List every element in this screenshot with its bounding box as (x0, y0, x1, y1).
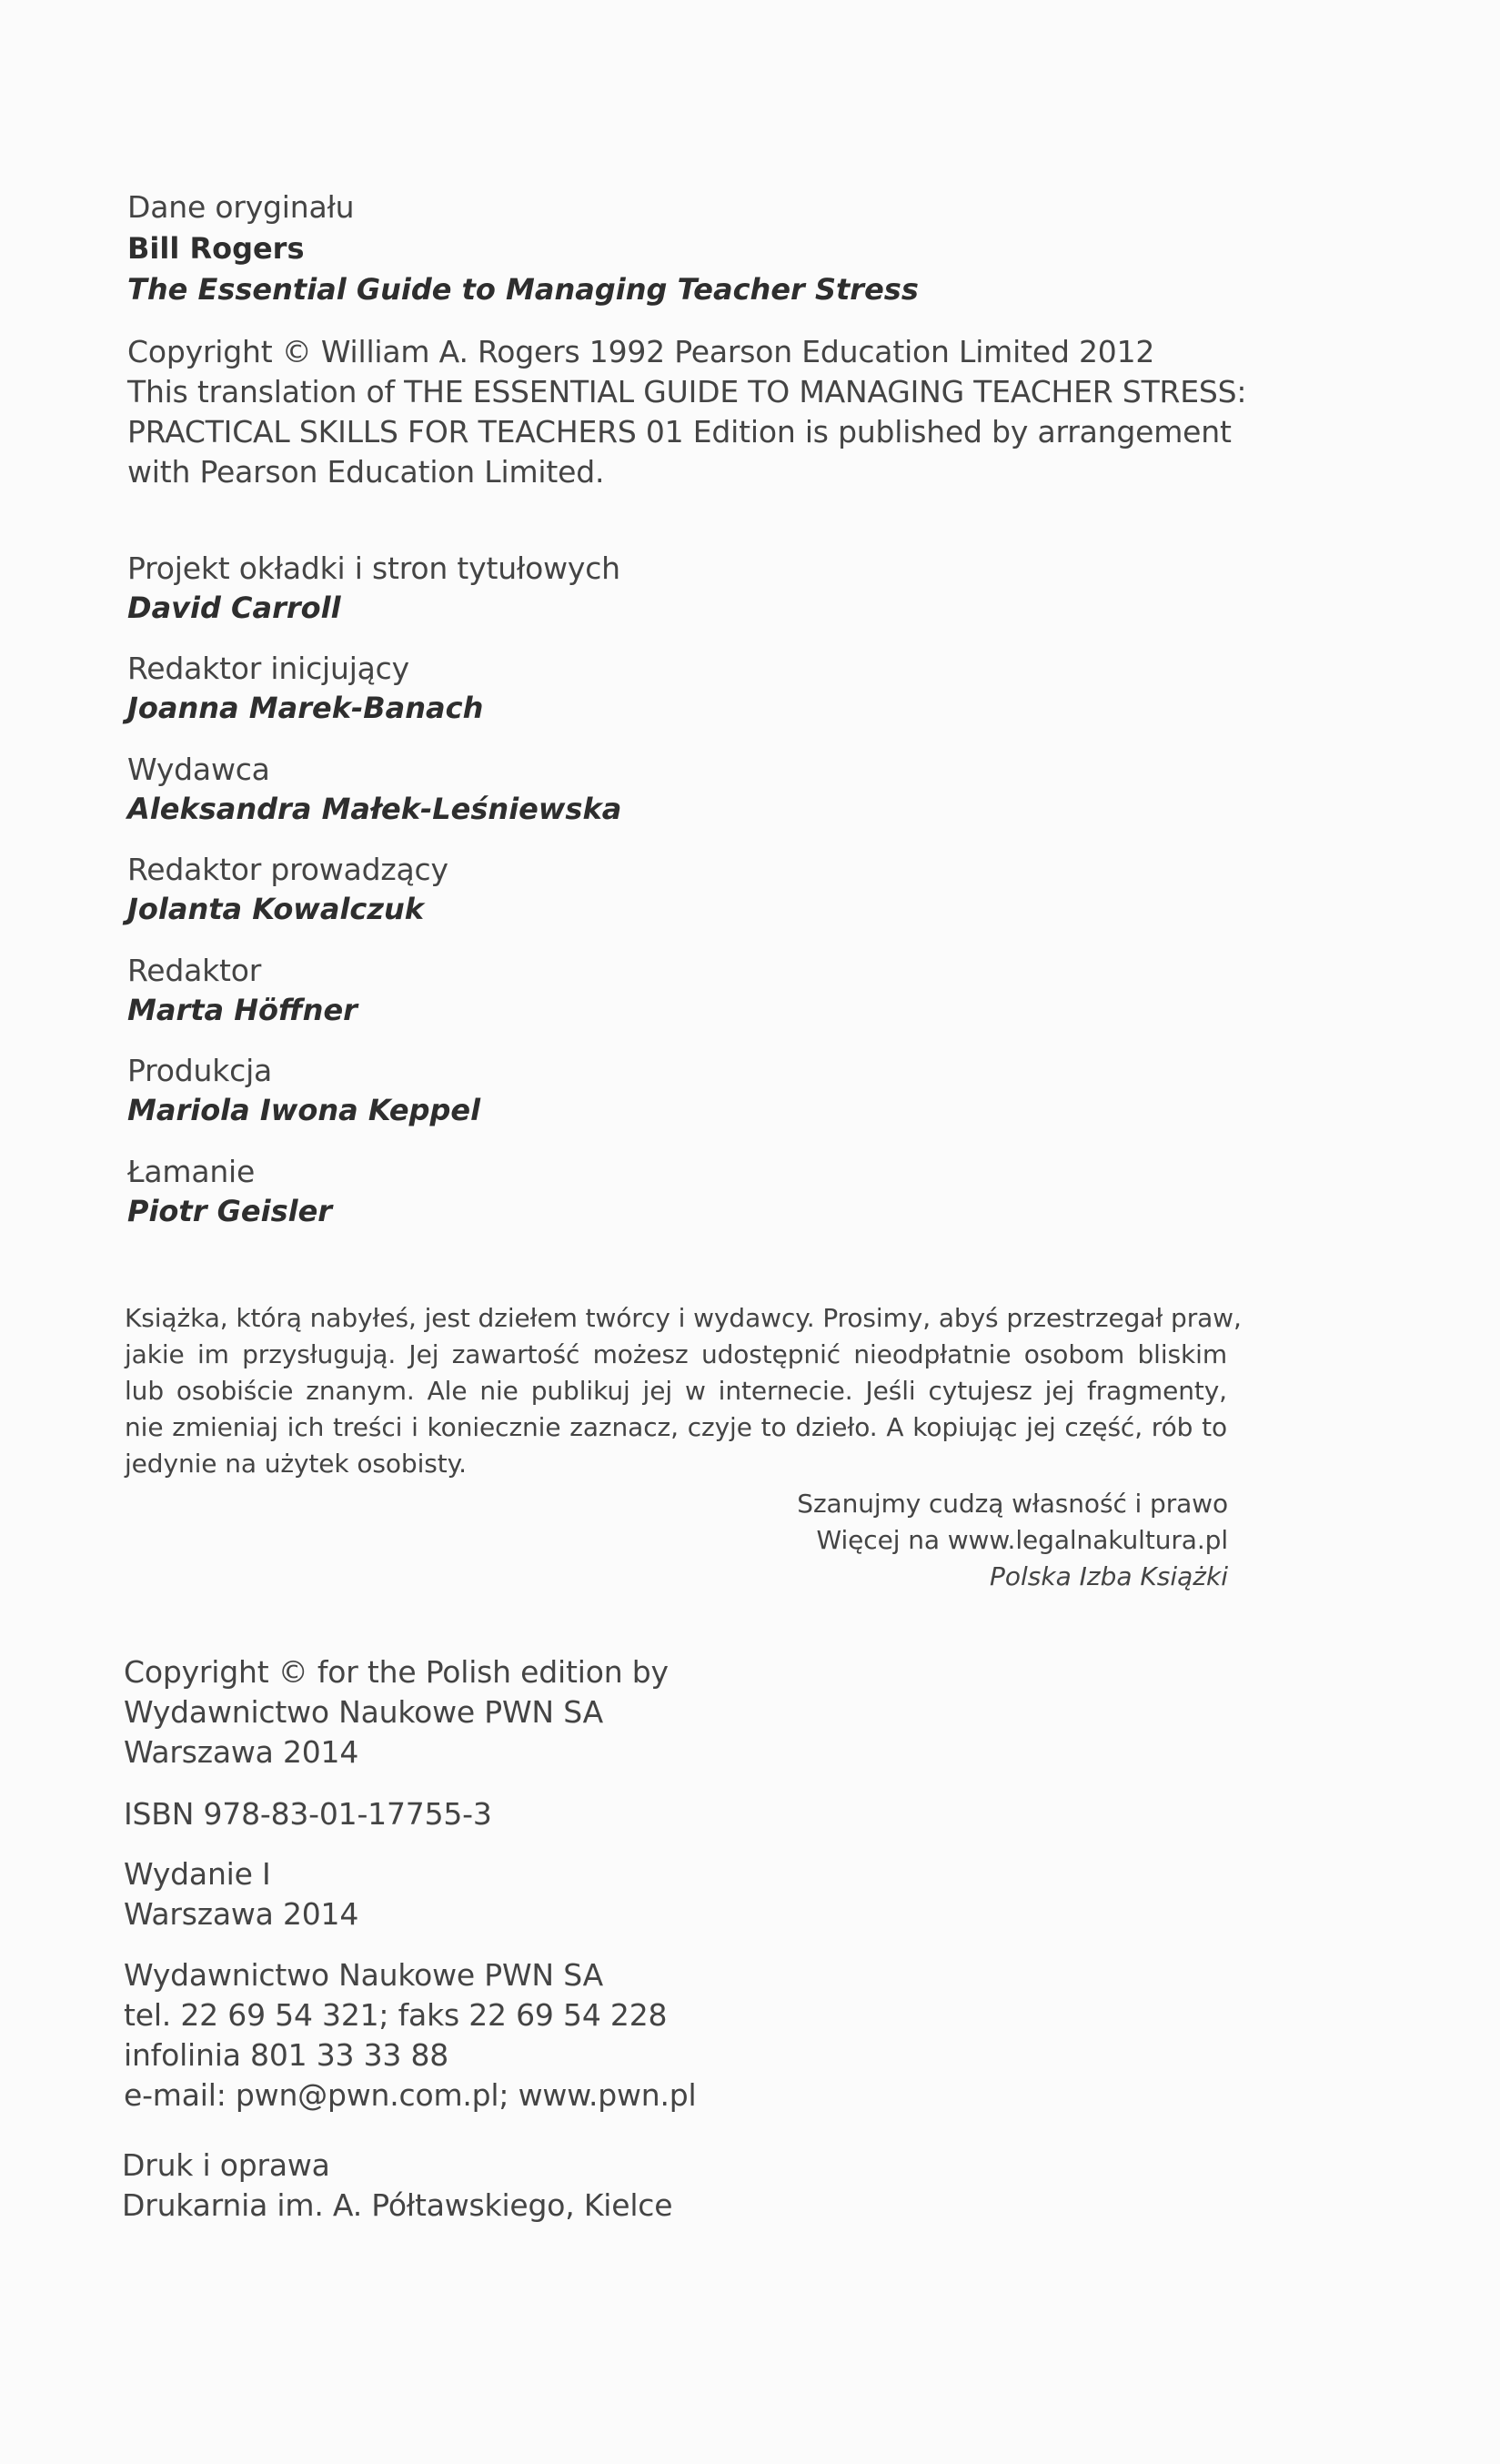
copyright-original-line: PRACTICAL SKILLS FOR TEACHERS 01 Edition is published by arrangement (127, 414, 1232, 449)
credit-name: David Carroll (127, 591, 341, 625)
printing-line: Druk i oprawa (122, 2147, 330, 2183)
edition-line: Warszawa 2014 (124, 1896, 359, 1932)
credit-name: Jolanta Kowalczuk (127, 892, 425, 926)
credit-role: Projekt okładki i stron tytułowych (127, 550, 620, 586)
credit-name: Joanna Marek-Banach (127, 691, 484, 725)
polish-copyright-line: Wydawnictwo Naukowe PWN SA (124, 1694, 603, 1730)
original-title: The Essential Guide to Managing Teacher Stress (127, 272, 919, 307)
original-author: Bill Rogers (127, 231, 305, 266)
notice-signature: Szanujmy cudzą własność i prawo (797, 1489, 1228, 1519)
polish-copyright-line: Copyright © for the Polish edition by (124, 1654, 669, 1690)
edition-line: Wydanie I (124, 1856, 271, 1892)
credit-name: Mariola Iwona Keppel (127, 1093, 481, 1127)
credit-role: Produkcja (127, 1053, 273, 1088)
copyright-original-line: This translation of THE ESSENTIAL GUIDE TO MANAGING TEACHER STRESS: (127, 374, 1247, 409)
copyright-original-line: Copyright © William A. Rogers 1992 Pearson Education Limited 2012 (127, 334, 1155, 369)
credit-role: Redaktor inicjujący (127, 651, 409, 686)
credit-name: Piotr Geisler (127, 1194, 333, 1228)
notice-line: lub osobiście znanym. Ale nie publikuj jej w internecie. Jeśli cytujesz jej fragmenty, (125, 1376, 1227, 1406)
credit-role: Wydawca (127, 752, 270, 787)
publisher-line: Wydawnictwo Naukowe PWN SA (124, 1957, 603, 1993)
copyright-original-line: with Pearson Education Limited. (127, 454, 605, 490)
printing-line: Drukarnia im. A. Półtawskiego, Kielce (122, 2187, 673, 2223)
publisher-line: e-mail: pwn@pwn.com.pl; www.pwn.pl (124, 2077, 697, 2113)
credit-role: Łamanie (127, 1154, 256, 1189)
notice-line: Książka, którą nabyłeś, jest dziełem twórcy i wydawcy. Prosimy, abyś przestrzegał praw, (125, 1303, 1242, 1333)
notice-line: jedynie na użytek osobisty. (125, 1449, 467, 1479)
credit-name: Aleksandra Małek-Leśniewska (127, 792, 622, 826)
notice-signature: Więcej na www.legalnakultura.pl (816, 1525, 1228, 1555)
polish-copyright-line: Warszawa 2014 (124, 1734, 359, 1770)
credit-name: Marta Höffner (127, 993, 357, 1027)
original-heading: Dane oryginału (127, 189, 355, 225)
publisher-line: tel. 22 69 54 321; faks 22 69 54 228 (124, 1997, 668, 2033)
notice-line: nie zmieniaj ich treści i koniecznie zaznacz, czyje to dzieło. A kopiując jej część, rób to (125, 1412, 1227, 1442)
notice-signature-org: Polska Izba Książki (989, 1561, 1228, 1591)
credit-role: Redaktor (127, 953, 262, 988)
isbn: ISBN 978-83-01-17755-3 (124, 1796, 492, 1832)
credit-role: Redaktor prowadzący (127, 852, 448, 887)
notice-line: jakie im przysługują. Jej zawartość możesz udostępnić nieodpłatnie osobom bliskim (125, 1339, 1227, 1369)
publisher-line: infolinia 801 33 33 88 (124, 2037, 449, 2073)
